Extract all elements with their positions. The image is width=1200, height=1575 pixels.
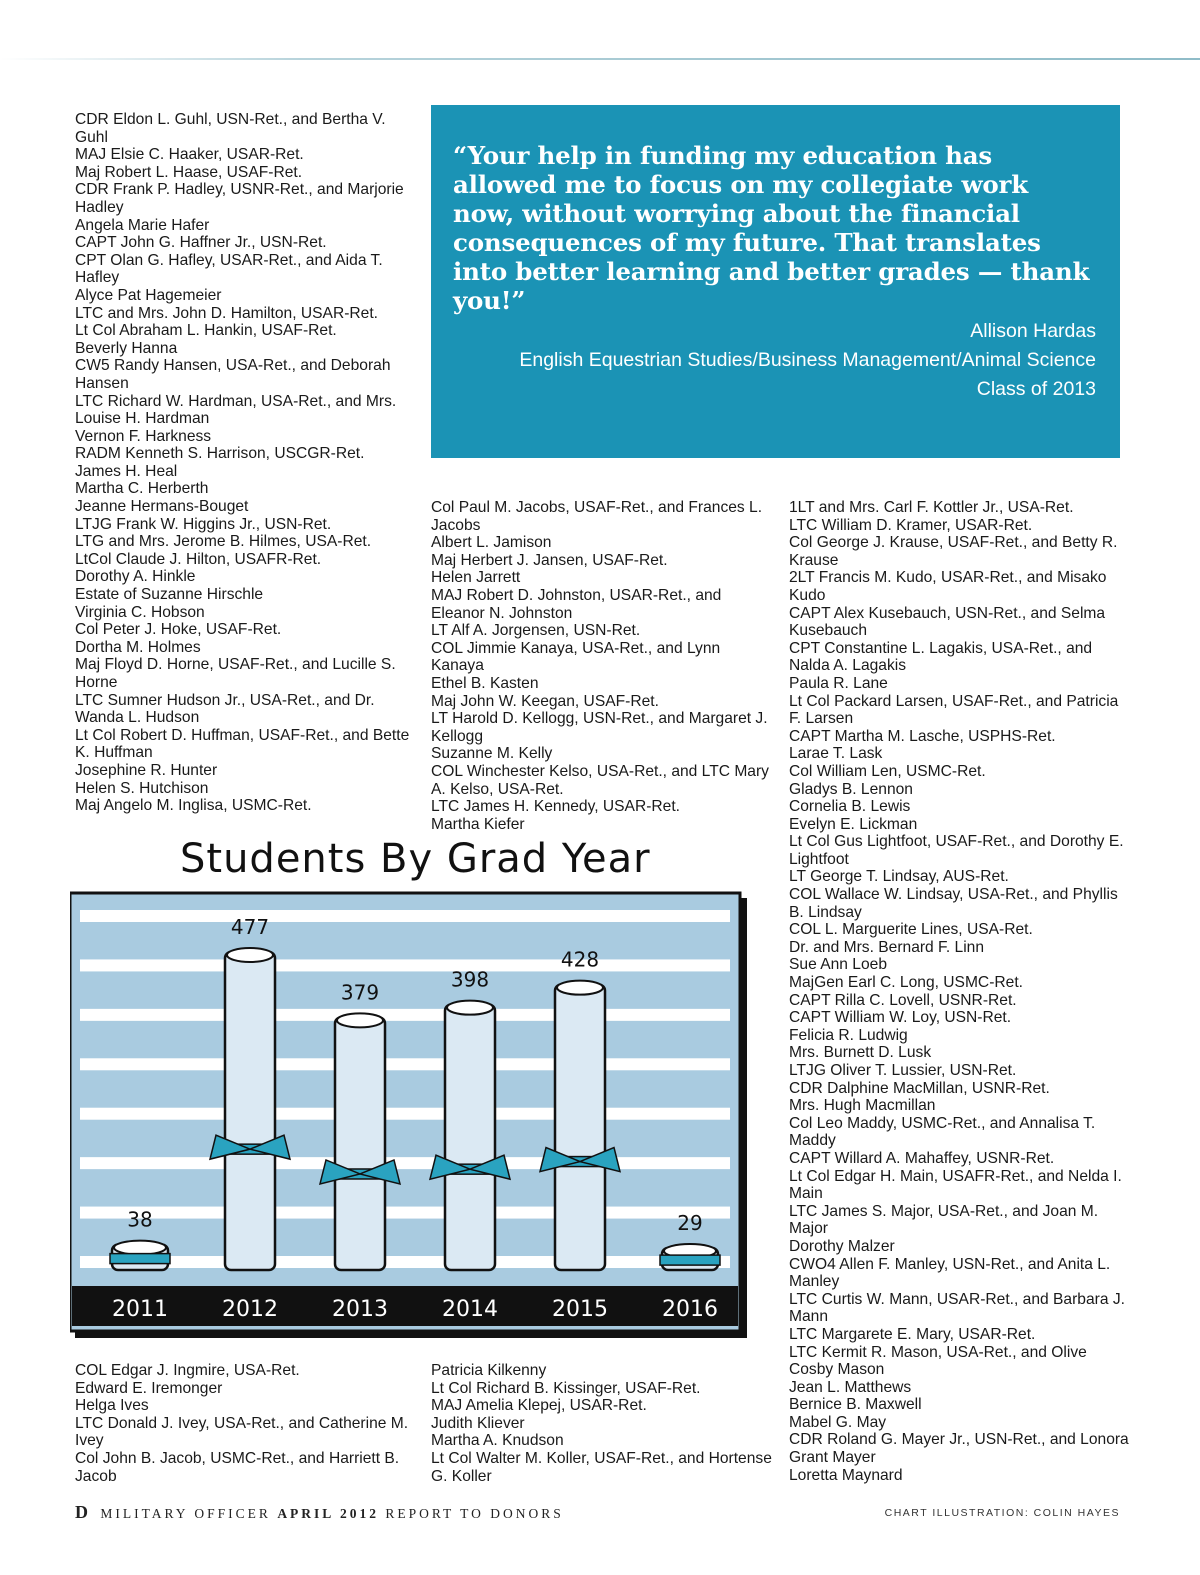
donor-name: Lt Col Richard B. Kissinger, USAF-Ret.: [431, 1379, 701, 1397]
donor-name: CPT Constantine L. Lagakis, USA-Ret., and Nalda A. Lagakis: [789, 639, 1093, 675]
donor-name: Lt Col Robert D. Huffman, USAF-Ret., and Bette K. Huffman: [75, 726, 410, 762]
donor-name: Maj Robert L. Haase, USAF-Ret.: [75, 163, 303, 181]
donor-name: MAJ Robert D. Johnston, USAR-Ret., and Eleanor N. Johnston: [431, 586, 722, 622]
donor-name: Evelyn E. Lickman: [789, 815, 918, 833]
donor-name: Gladys B. Lennon: [789, 780, 913, 798]
donor-name: LTC Curtis W. Mann, USAR-Ret., and Barbara J. Mann: [789, 1290, 1125, 1326]
donor-name: LTC James H. Kennedy, USAR-Ret.: [431, 798, 681, 816]
donor-name: Josephine R. Hunter: [75, 761, 218, 779]
donor-name: Dorothy A. Hinkle: [75, 568, 196, 586]
donor-name: LT George T. Lindsay, AUS-Ret.: [789, 868, 1009, 886]
donor-name: Mrs. Hugh Macmillan: [789, 1097, 936, 1115]
grad-year-chart: [70, 888, 750, 1338]
chart-stripe: [80, 1058, 730, 1070]
donor-name: LtCol Claude J. Hilton, USAFR-Ret.: [75, 550, 322, 568]
donor-name: Martha Kiefer: [431, 815, 525, 833]
donor-name: CPT Olan G. Hafley, USAR-Ret., and Aida T. Hafley: [75, 251, 383, 287]
ribbon-2016: [660, 1255, 720, 1265]
donor-name: Mrs. Burnett D. Lusk: [789, 1044, 932, 1062]
chart-stripe: [80, 1108, 730, 1120]
donor-name: CDR Dalphine MacMillan, USNR-Ret.: [789, 1079, 1050, 1097]
chart-stripe: [80, 1009, 730, 1021]
donor-name: Jeanne Hermans-Bouget: [75, 498, 249, 516]
donor-name: Vernon F. Harkness: [75, 427, 212, 445]
donor-name: Helen Jarrett: [431, 569, 521, 587]
scroll-curl-2011: [114, 1241, 166, 1255]
donor-name: Col John B. Jacob, USMC-Ret., and Harriett B. Jacob: [75, 1449, 400, 1485]
donor-name: 2LT Francis M. Kudo, USAR-Ret., and Misako Kudo: [789, 569, 1107, 604]
donor-name: Lt Col Edgar H. Main, USAFR-Ret., and Nelda I. Main: [789, 1167, 1122, 1203]
scroll-curl-2012: [227, 948, 273, 962]
donor-name: Martha A. Knudson: [431, 1432, 564, 1450]
donor-name: CDR Frank P. Hadley, USNR-Ret., and Marjorie Hadley: [75, 181, 404, 216]
donor-name: Ethel B. Kasten: [431, 674, 539, 692]
value-label: 38: [127, 1207, 153, 1232]
donor-name: Col Peter J. Hoke, USAF-Ret.: [75, 621, 282, 639]
donor-name: Col William Len, USMC-Ret.: [789, 762, 986, 780]
year-label: 2013: [332, 1297, 388, 1322]
year-label: 2012: [222, 1297, 278, 1322]
donor-name: Col George J. Krause, USAF-Ret., and Betty R. Krause: [789, 534, 1118, 569]
year-label: 2015: [552, 1297, 608, 1322]
donor-name: Estate of Suzanne Hirschle: [75, 586, 264, 604]
donor-name: CDR Roland G. Mayer Jr., USN-Ret., and Lonora Grant Mayer: [789, 1431, 1129, 1467]
donor-name: Judith Kliever: [431, 1414, 525, 1432]
donor-name: Angela Marie Hafer: [75, 216, 210, 234]
donor-name: CAPT Alex Kusebauch, USN-Ret., and Selma Kusebauch: [789, 604, 1106, 640]
donor-name: Bernice B. Maxwell: [789, 1396, 922, 1414]
chart-stripe: [80, 1157, 730, 1169]
donor-name: Patricia Kilkenny: [431, 1362, 547, 1379]
donor-name: Lt Col Abraham L. Hankin, USAF-Ret.: [75, 322, 337, 340]
donor-name: Albert L. Jamison: [431, 534, 552, 552]
donor-name: LTC James S. Major, USA-Ret., and Joan M. Major: [789, 1202, 1099, 1238]
donor-name: Jean L. Matthews: [789, 1378, 912, 1396]
donor-name: COL Winchester Kelso, USA-Ret., and LTC Mary A. Kelso, USA-Ret.: [431, 762, 769, 798]
donor-list-col2-bottom: [431, 1362, 776, 1485]
donor-list-col1-bottom: [75, 1362, 415, 1485]
donor-name: Maj Herbert J. Jansen, USAF-Ret.: [431, 551, 668, 569]
testimonial-program: English Equestrian Studies/Business Management/Animal Science: [519, 349, 1096, 371]
donor-name: LTJG Frank W. Higgins Jr., USN-Ret.: [75, 515, 332, 533]
donor-name: Dorothy Malzer: [789, 1237, 895, 1255]
donor-name: Dr. and Mrs. Bernard F. Linn: [789, 938, 985, 956]
chart-year-band: [72, 1286, 738, 1326]
donor-name: LTC Richard W. Hardman, USA-Ret., and Mrs. Louise H. Hardman: [75, 392, 397, 428]
ribbon-2011: [110, 1254, 170, 1264]
issue-date: APRIL 2012: [277, 1506, 379, 1521]
donor-name: James H. Heal: [75, 462, 178, 480]
donor-name: COL L. Marguerite Lines, USA-Ret.: [789, 921, 1033, 939]
donor-name: Loretta Maynard: [789, 1466, 903, 1484]
donor-name: Cornelia B. Lewis: [789, 798, 911, 816]
chart-stripe: [80, 910, 730, 922]
donor-name: Felicia R. Ludwig: [789, 1026, 908, 1044]
donor-name: Lt Col Gus Lightfoot, USAF-Ret., and Dorothy E. Lightfoot: [789, 833, 1124, 868]
donor-name: CAPT William W. Loy, USN-Ret.: [789, 1009, 1012, 1027]
donor-name: Larae T. Lask: [789, 745, 883, 763]
donor-name: LTG and Mrs. Jerome B. Hilmes, USA-Ret.: [75, 533, 372, 551]
donor-name: COL Wallace W. Lindsay, USA-Ret., and Phyllis B. Lindsay: [789, 886, 1118, 921]
testimonial-name: Allison Hardas: [970, 320, 1096, 342]
donor-name: MAJ Elsie C. Haaker, USAR-Ret.: [75, 146, 304, 164]
donor-list-col3: [789, 499, 1134, 1484]
donor-name: Edward E. Iremonger: [75, 1379, 223, 1397]
donor-name: MAJ Amelia Klepej, USAR-Ret.: [431, 1397, 647, 1415]
scroll-bar-2013: [335, 1017, 385, 1270]
magazine-name: MILITARY OFFICER: [100, 1506, 271, 1521]
chart-stripe: [80, 1207, 730, 1219]
donor-name: Martha C. Herberth: [75, 480, 209, 498]
donor-name: Virginia C. Hobson: [75, 603, 205, 621]
donor-name: LT Harold D. Kellogg, USN-Ret., and Margaret J. Kellogg: [431, 710, 768, 745]
page-footer: [75, 1502, 564, 1523]
value-label: 29: [677, 1211, 703, 1235]
year-label: 2011: [112, 1297, 168, 1322]
scroll-bar-2015: [555, 985, 605, 1270]
chart-stripe: [80, 959, 730, 971]
value-label: 477: [230, 915, 270, 939]
testimonial-quote: “Your help in funding my education has allowed me to focus on my collegiate work now, without worrying about the financial consequences of my future. That translates into better learning and better grades — thank you!”: [453, 141, 1090, 315]
donor-name: CAPT Martha M. Lasche, USPHS-Ret.: [789, 727, 1056, 745]
donor-name: LTJG Oliver T. Lussier, USN-Ret.: [789, 1062, 1017, 1079]
donor-name: MajGen Earl C. Long, USMC-Ret.: [789, 974, 1023, 992]
donor-name: Alyce Pat Hagemeier: [75, 286, 222, 304]
donor-name: COL Edgar J. Ingmire, USA-Ret.: [75, 1362, 300, 1379]
donor-name: LTC Sumner Hudson Jr., USA-Ret., and Dr. Wanda L. Hudson: [75, 691, 375, 727]
donor-name: Paula R. Lane: [789, 674, 888, 692]
year-label: 2014: [442, 1297, 498, 1322]
donor-name: CAPT Rilla C. Lovell, USNR-Ret.: [789, 991, 1017, 1009]
donor-name: Col Leo Maddy, USMC-Ret., and Annalisa T. Maddy: [789, 1114, 1096, 1150]
donor-name: 1LT and Mrs. Carl F. Kottler Jr., USA-Ret.: [789, 499, 1074, 516]
donor-name: CW5 Randy Hansen, USA-Ret., and Deborah Hansen: [75, 357, 391, 392]
donor-name: Mabel G. May: [789, 1413, 887, 1431]
donor-name: Beverly Hanna: [75, 339, 178, 357]
donor-name: CWO4 Allen F. Manley, USN-Ret., and Anita L. Manley: [789, 1255, 1111, 1291]
scroll-curl-2013: [337, 1013, 383, 1027]
scroll-bar-2012: [225, 952, 275, 1270]
donor-name: CAPT John G. Haffner Jr., USN-Ret.: [75, 234, 327, 252]
top-rule: [0, 58, 1200, 60]
donor-name: Lt Col Packard Larsen, USAF-Ret., and Patricia F. Larsen: [789, 692, 1119, 728]
year-label: 2016: [662, 1297, 718, 1322]
donor-name: Helga Ives: [75, 1397, 149, 1415]
donor-name: COL Jimmie Kanaya, USA-Ret., and Lynn Kanaya: [431, 639, 721, 675]
page-marker: D: [75, 1502, 88, 1522]
donor-name: Sue Ann Loeb: [789, 956, 887, 974]
donor-name: Maj Angelo M. Inglisa, USMC-Ret.: [75, 797, 312, 815]
donor-name: Col Paul M. Jacobs, USAF-Ret., and Frances L. Jacobs: [431, 499, 763, 534]
scroll-curl-2014: [447, 1001, 493, 1015]
chart-credit: CHART ILLUSTRATION: COLIN HAYES: [884, 1507, 1120, 1519]
donor-list-col2-top: [431, 499, 776, 833]
donor-name: CDR Eldon L. Guhl, USN-Ret., and Bertha V. Guhl: [75, 111, 386, 146]
donor-name: Maj John W. Keegan, USAF-Ret.: [431, 692, 659, 710]
donor-name: LTC Donald J. Ivey, USA-Ret., and Catherine M. Ivey: [75, 1414, 409, 1450]
donor-name: LTC and Mrs. John D. Hamilton, USAR-Ret.: [75, 304, 379, 322]
donor-name: LT Alf A. Jorgensen, USN-Ret.: [431, 622, 641, 640]
donor-name: Helen S. Hutchison: [75, 779, 209, 797]
donor-name: RADM Kenneth S. Harrison, USCGR-Ret.: [75, 445, 365, 463]
chart-stripe: [80, 1256, 730, 1268]
section-name: REPORT TO DONORS: [385, 1506, 564, 1521]
chart-title: Students By Grad Year: [180, 836, 651, 882]
scroll-bar-2014: [445, 1005, 495, 1270]
testimonial-box: [431, 105, 1120, 458]
donor-list-col1-top: [75, 111, 415, 815]
donor-name: LTC Margarete E. Mary, USAR-Ret.: [789, 1325, 1036, 1343]
testimonial-class: Class of 2013: [976, 378, 1096, 400]
value-label: 428: [560, 947, 600, 972]
donor-name: LTC Kermit R. Mason, USA-Ret., and Olive Cosby Mason: [789, 1343, 1087, 1379]
donor-name: Maj Floyd D. Horne, USAF-Ret., and Lucille S. Horne: [75, 656, 396, 691]
value-label: 398: [450, 967, 490, 992]
value-label: 379: [340, 980, 380, 1005]
donor-name: LTC William D. Kramer, USAR-Ret.: [789, 516, 1033, 534]
scroll-curl-2015: [557, 981, 603, 995]
donor-name: Dortha M. Holmes: [75, 638, 201, 656]
donor-name: Suzanne M. Kelly: [431, 745, 553, 763]
donor-name: CAPT Willard A. Mahaffey, USNR-Ret.: [789, 1149, 1055, 1167]
donor-name: Lt Col Walter M. Koller, USAF-Ret., and Hortense G. Koller: [431, 1449, 772, 1485]
